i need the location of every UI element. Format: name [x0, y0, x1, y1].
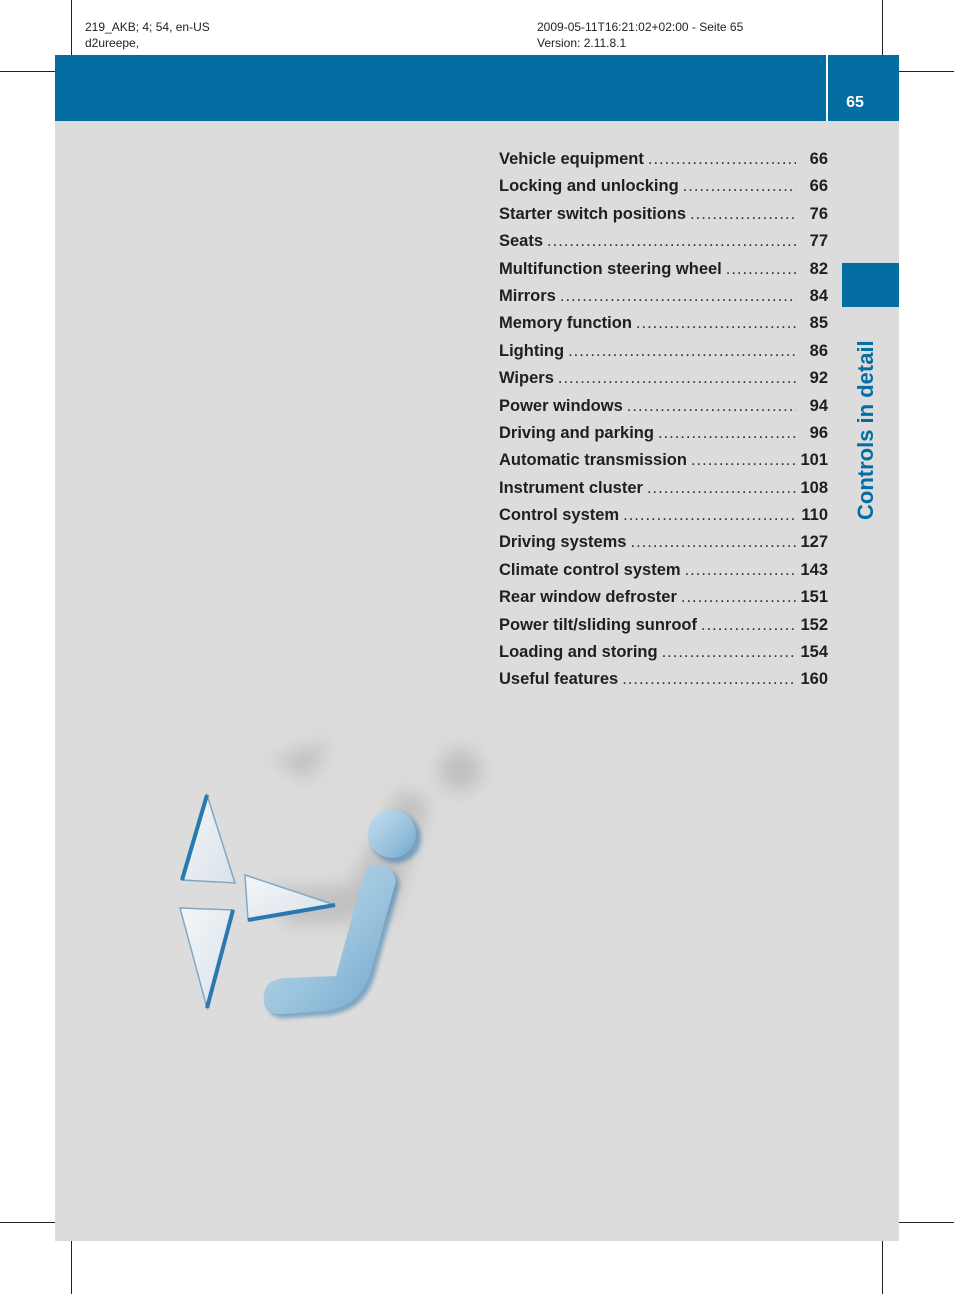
toc-entry[interactable]	[499, 232, 828, 259]
toc-entry-page: 92	[809, 369, 828, 388]
toc-entry-page: 66	[809, 177, 828, 196]
toc-entry-label: Useful features	[499, 670, 619, 689]
toc-entry-page: 127	[800, 533, 828, 552]
print-meta-right	[537, 19, 743, 51]
toc-leader-dots	[622, 670, 796, 689]
toc-leader-dots	[726, 260, 796, 279]
toc-leader-dots	[701, 616, 796, 635]
toc-entry[interactable]	[499, 670, 828, 697]
toc-leader-dots	[636, 314, 796, 333]
toc-entry-page: 96	[809, 423, 828, 442]
toc-entry-label: Power tilt/sliding sunroof	[499, 615, 697, 634]
toc-entry-label: Power windows	[499, 396, 623, 415]
toc-entry[interactable]	[499, 205, 828, 232]
toc-leader-dots	[623, 506, 796, 525]
toc-entry-page: 86	[809, 341, 828, 360]
toc-entry-page: 77	[809, 232, 828, 251]
toc-entry[interactable]	[499, 506, 828, 533]
toc-entry-page: 110	[801, 506, 828, 525]
toc-entry-label: Instrument cluster	[499, 478, 643, 497]
toc-entry-label: Vehicle equipment	[499, 150, 644, 168]
crop-mark	[899, 71, 954, 72]
toc-entry[interactable]	[499, 150, 828, 177]
toc-entry[interactable]	[499, 342, 828, 369]
toc-entry-page: 82	[809, 259, 828, 278]
toc-leader-dots	[547, 232, 796, 251]
toc-entry-label: Memory function	[499, 314, 632, 333]
toc-entry-label: Driving systems	[499, 533, 627, 552]
page-number: 65	[846, 94, 864, 111]
crop-mark	[0, 1222, 55, 1223]
toc-entry-page: 101	[800, 451, 828, 470]
print-meta-right-line1: 2009-05-11T16:21:02+02:00 - Seite 65	[537, 20, 744, 34]
toc-entry-label: Mirrors	[499, 286, 556, 305]
toc-leader-dots	[690, 205, 796, 224]
toc-entry[interactable]	[499, 177, 828, 204]
toc-entry-label: Starter switch positions	[499, 204, 687, 223]
toc-leader-dots	[685, 561, 796, 580]
toc-leader-dots	[691, 451, 796, 470]
section-title: Controls in detail	[853, 340, 878, 520]
toc-entry-label: Multifunction steering wheel	[499, 259, 722, 278]
toc-entry-label: Rear window defroster	[499, 588, 677, 607]
toc-entry[interactable]	[499, 369, 828, 396]
arrow-up-icon	[182, 795, 235, 883]
crop-mark	[882, 0, 883, 55]
crop-mark	[899, 1222, 954, 1223]
toc-entry-page: 76	[809, 204, 828, 223]
toc-entry-label: Loading and storing	[499, 643, 658, 662]
section-tab-marker	[842, 263, 899, 307]
toc-entry-label: Automatic transmission	[499, 451, 687, 470]
toc-entry-page: 108	[800, 478, 828, 497]
toc-entry-label: Lighting	[499, 341, 565, 360]
print-meta-left-line1: 219_AKB; 4; 54, en-US	[85, 20, 210, 34]
toc-leader-dots	[568, 342, 796, 361]
crop-mark	[882, 1241, 883, 1294]
toc-entry-page: 84	[809, 286, 828, 305]
toc-entry[interactable]	[499, 616, 828, 643]
crop-mark	[0, 71, 55, 72]
toc-entry-label: Driving and parking	[499, 423, 654, 442]
toc-entry[interactable]	[499, 588, 828, 615]
toc-entry-page: 143	[800, 560, 828, 579]
toc-leader-dots	[630, 533, 796, 552]
print-meta-right-line2: Version: 2.11.8.1	[537, 36, 627, 50]
toc-entry[interactable]	[499, 561, 828, 588]
toc-leader-dots	[662, 643, 796, 662]
header-bar	[55, 55, 899, 121]
toc-entry[interactable]	[499, 287, 828, 314]
toc-leader-dots	[560, 287, 796, 306]
toc-entry[interactable]	[499, 479, 828, 506]
toc-entry[interactable]	[499, 533, 828, 560]
toc-leader-dots	[647, 479, 796, 498]
toc-leader-dots	[658, 424, 796, 443]
toc-entry-page: 94	[809, 396, 828, 415]
toc-entry-page: 66	[809, 150, 828, 168]
print-meta-left	[85, 19, 210, 51]
toc-entry[interactable]	[499, 397, 828, 424]
toc-entry-label: Wipers	[499, 369, 554, 388]
toc-list	[499, 150, 828, 698]
toc-entry-page: 151	[800, 588, 828, 607]
toc-entry-label: Locking and unlocking	[499, 177, 679, 196]
toc-entry[interactable]	[499, 451, 828, 478]
toc-entry[interactable]	[499, 260, 828, 287]
toc-leader-dots	[627, 397, 796, 416]
toc-leader-dots	[648, 150, 796, 169]
print-meta-left-line2: d2ureepe,	[85, 36, 140, 50]
toc-leader-dots	[558, 369, 796, 388]
crop-mark	[71, 1241, 72, 1294]
arrow-down-icon	[180, 908, 233, 1008]
toc-entry[interactable]	[499, 314, 828, 341]
toc-entry[interactable]	[499, 643, 828, 670]
toc-leader-dots	[683, 177, 796, 196]
seat-adjustment-icon	[160, 720, 520, 1030]
toc-entry-label: Seats	[499, 232, 544, 251]
toc-entry-label: Control system	[499, 506, 620, 525]
toc-entry-page: 152	[800, 615, 828, 634]
crop-mark	[71, 0, 72, 55]
toc-entry[interactable]	[499, 424, 828, 451]
toc-entry-label: Climate control system	[499, 560, 681, 579]
toc-entry-page: 85	[809, 314, 828, 333]
toc-leader-dots	[681, 588, 796, 607]
toc-entry-page: 160	[800, 670, 828, 689]
toc-entry-page: 154	[800, 643, 828, 662]
